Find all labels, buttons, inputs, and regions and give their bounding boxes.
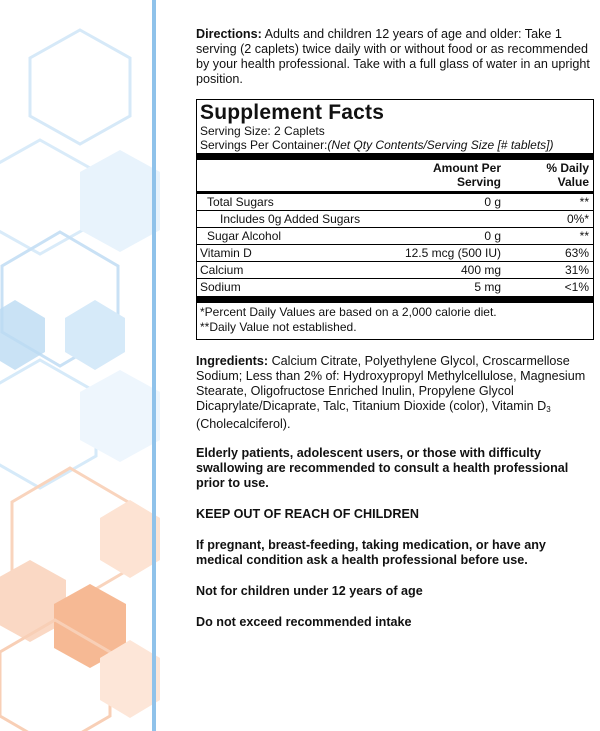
warning-pregnant: If pregnant, breast-feeding, taking medication, or have any medical condition ask a health professional before use. — [196, 538, 546, 567]
servings-label: Servings Per Container: — [200, 138, 328, 152]
table-row: Vitamin D 12.5 mcg (500 IU) 63% — [200, 246, 589, 260]
facts-title: Supplement Facts — [200, 101, 385, 124]
warning-children-age: Not for children under 12 years of age — [196, 584, 423, 598]
table-row: Sodium 5 mg <1% — [200, 280, 589, 294]
amount-header: Amount Per Serving — [432, 161, 501, 189]
vertical-accent-rule — [152, 0, 156, 731]
ingredients-label: Ingredients: — [196, 354, 269, 368]
label-content — [196, 27, 594, 630]
table-row: Includes 0g Added Sugars 0%* — [220, 212, 589, 226]
ingredients-paragraph: Ingredients: Calcium Citrate, Polyethylene Glycol, Croscarmellose Sodium; Less than 2% of: Hydroxypropyl Methylcellulose, Magnesium Stearate, Oligofructose Enriched Inulin, Propylene Glycol Dicaprylate/Dicaprate, Talc, Titanium Dioxide (color), Vitamin $D_3$ (Cholecalciferol). — [196, 354, 586, 431]
table-row: Total Sugars 0 g ** — [207, 195, 589, 209]
footnote-dv: *Percent Daily Values are based on a 2,000 calorie diet. — [200, 305, 497, 319]
directions-paragraph — [196, 27, 594, 87]
hexagon-pattern-icon — [0, 0, 160, 731]
warning-elderly: Elderly patients, adolescent users, or those with difficulty swallowing are recommended to consult a health professional prior to use. — [196, 446, 569, 490]
warning-intake: Do not exceed recommended intake — [196, 615, 412, 629]
warning-keep-out-of-reach: KEEP OUT OF REACH OF CHILDREN — [196, 507, 419, 521]
facts-header-row — [197, 160, 593, 191]
servings-per-container — [197, 138, 593, 152]
footnote-not-established: **Daily Value not established. — [200, 320, 357, 334]
thick-divider — [197, 296, 593, 303]
dv-header: % Daily Value — [546, 161, 589, 189]
decorative-hexagon-panel — [0, 0, 160, 731]
table-row: Sugar Alcohol 0 g ** — [207, 229, 589, 243]
servings-value: (Net Qty Contents/Serving Size [# tablets]) — [327, 138, 554, 152]
thick-divider — [197, 153, 593, 160]
supplement-facts-panel — [196, 99, 594, 340]
directions-label: Directions: — [196, 27, 262, 41]
serving-size: Serving Size: 2 Caplets — [200, 124, 325, 138]
directions-text: Adults and children 12 years of age and older: Take 1 serving (2 caplets) twice daily with or without food or as recommended by your health professional. Take with a full glass of water in an upright position. — [196, 27, 590, 86]
table-row: Calcium 400 mg 31% — [200, 263, 589, 277]
